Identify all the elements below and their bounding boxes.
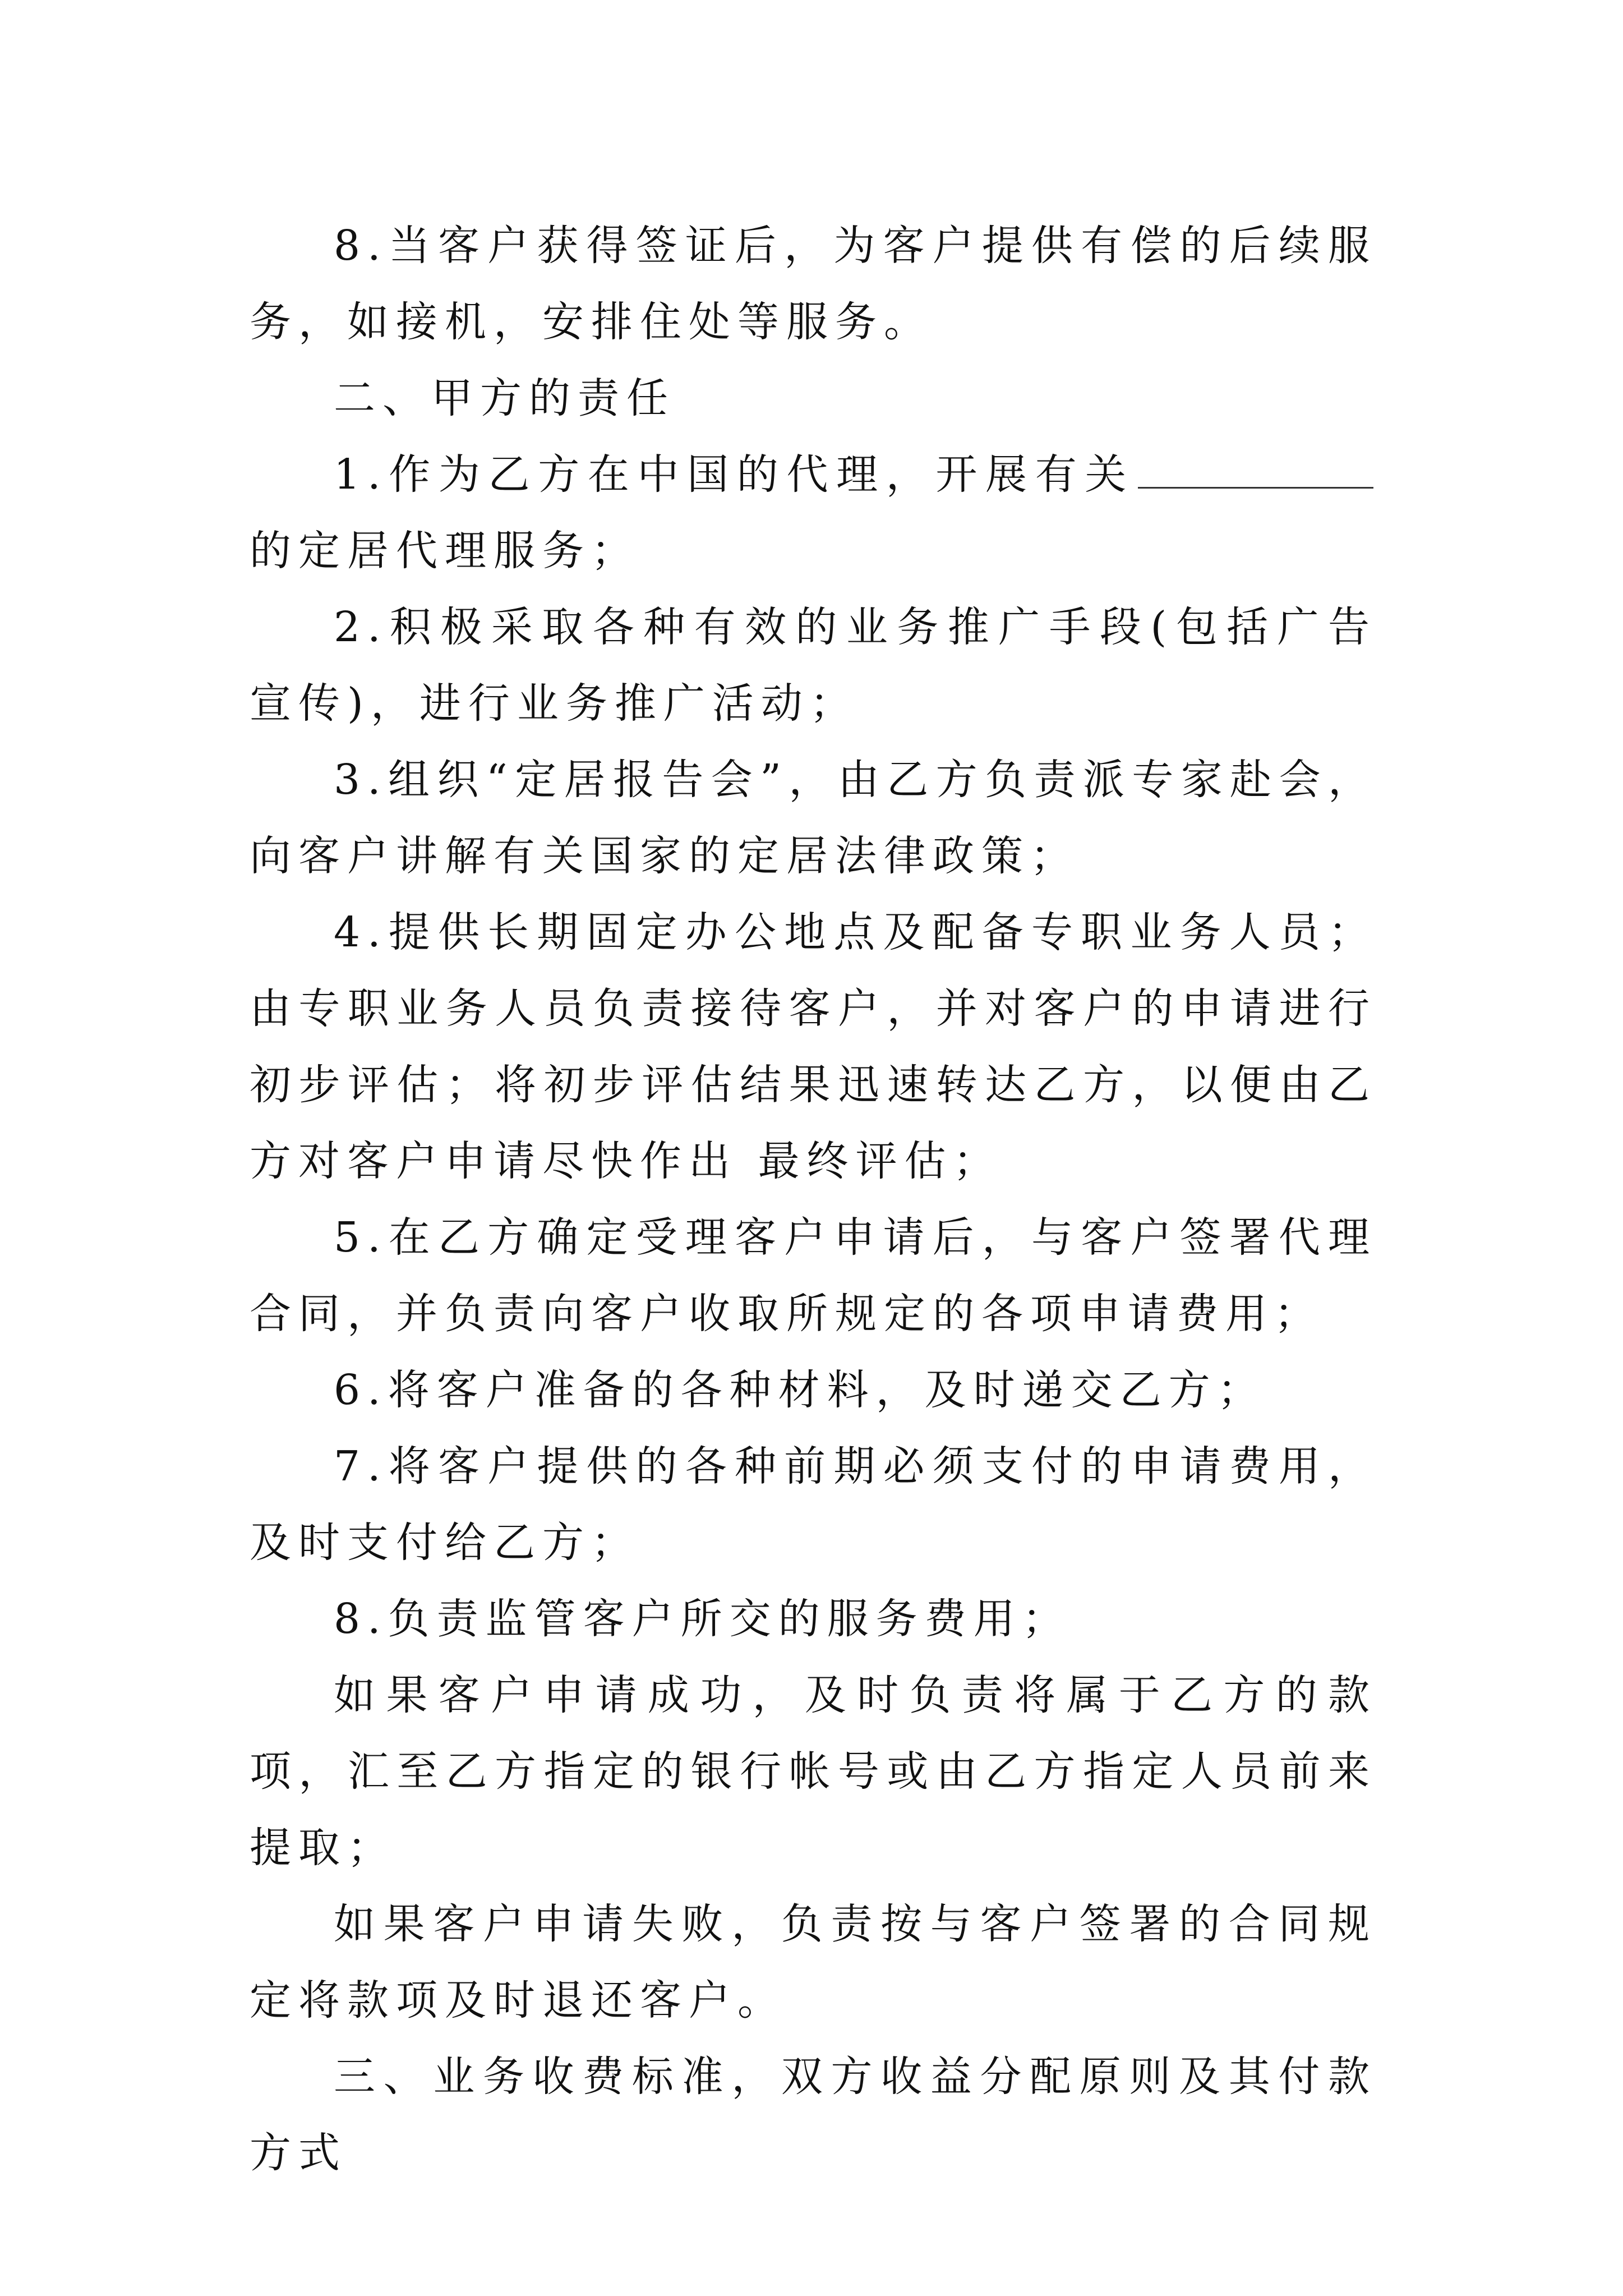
paragraph-service-8: 8.当客户获得签证后，为客户提供有偿的后续服务，如接机，安排住处等服务。: [250, 222, 1377, 346]
paragraph-duty-2: 2.积极采取各种有效的业务推广手段(包括广告宣传)，进行业务推广活动；: [250, 603, 1377, 728]
paragraph-duty-5: 5.在乙方确定受理客户申请后，与客户签署代理合同，并负责向客户收取所规定的各项申请费用；: [250, 1213, 1377, 1338]
fill-in-blank: [1138, 451, 1373, 489]
duty-1-text-before-blank: 1.作为乙方在中国的代理，开展有关: [334, 450, 1135, 499]
paragraph-duty-6: 6.将客户准备的各种材料，及时递交乙方；: [334, 1366, 1266, 1414]
section-heading-fees-and-payment: 三、业务收费标准，双方收益分配原则及其付款方式: [250, 2053, 1377, 2177]
paragraph-duty-4: 4.提供长期固定办公地点及配备专职业务人员；由专职业务人员负责接待客户，并对客户的申请进行初步评估；将初步评估结果迅速转达乙方，以便由乙方对客户申请尽快作出 最终评估；: [250, 908, 1377, 1185]
section-heading-party-a-responsibilities: 二、甲方的责任: [334, 374, 675, 422]
paragraph-duty-8: 8.负责监管客户所交的服务费用；: [334, 1595, 1071, 1643]
paragraph-application-failure: 如果客户申请失败，负责按与客户签署的合同规定将款项及时退还客户。: [250, 1900, 1377, 2024]
paragraph-duty-1: [250, 436, 1377, 589]
paragraph-duty-7: 7.将客户提供的各种前期必须支付的申请费用，及时支付给乙方；: [250, 1442, 1377, 1567]
paragraph-duty-3: 3.组织“定居报告会”，由乙方负责派专家赴会，向客户讲解有关国家的定居法律政策；: [250, 756, 1377, 880]
duty-1-text-after-blank: 的定居代理服务；: [250, 527, 640, 575]
paragraph-application-success: 如果客户申请成功，及时负责将属于乙方的款项，汇至乙方指定的银行帐号或由乙方指定人员前来提取；: [250, 1671, 1377, 1872]
document-body: [250, 208, 1377, 2191]
